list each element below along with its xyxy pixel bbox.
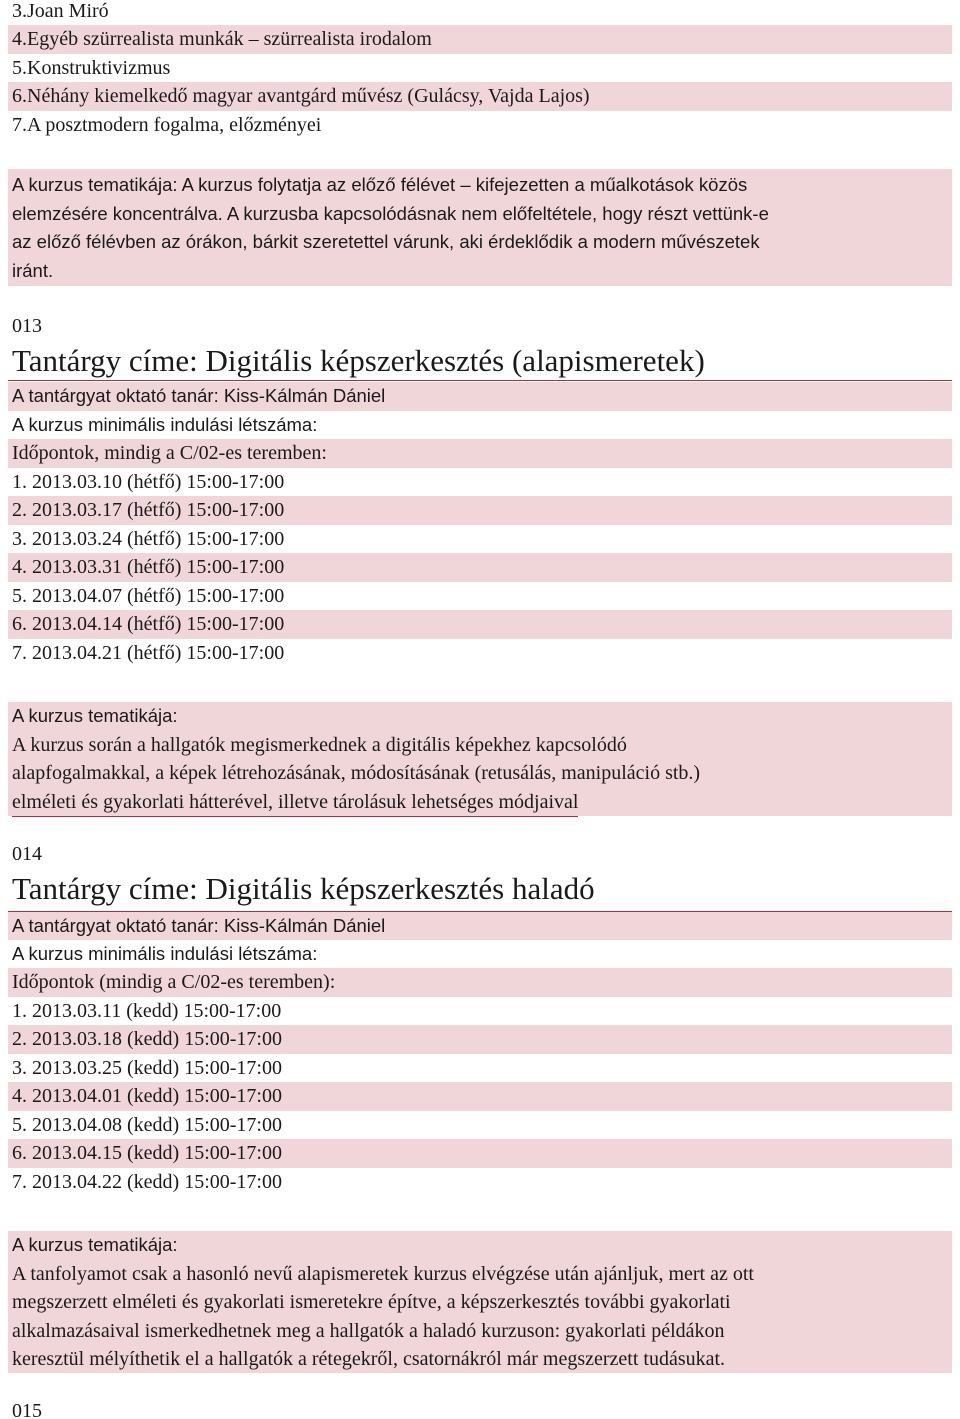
course-min-size: A kurzus minimális indulási létszáma: xyxy=(12,943,318,964)
list-item: 3.Joan Miró xyxy=(12,0,109,22)
tematika-block-013 xyxy=(8,702,952,816)
course-min-size: A kurzus minimális indulási létszáma: xyxy=(12,414,318,435)
course-teacher: A tantárgyat oktató tanár: Kiss-Kálmán Dániel xyxy=(8,382,952,411)
course-times-label: Időpontok, mindig a C/02-es teremben: xyxy=(8,439,952,468)
tematika-line: iránt. xyxy=(12,259,54,281)
course-code: 014 xyxy=(12,843,42,865)
tematika-label: A kurzus tematikája: xyxy=(12,1234,178,1255)
date-row: 6. 2013.04.15 (kedd) 15:00-17:00 xyxy=(8,1139,952,1168)
tematika-line: A kurzus során a hallgatók megismerkednek a digitális képekhez kapcsolódó xyxy=(12,733,627,756)
date-row: 2. 2013.03.17 (hétfő) 15:00-17:00 xyxy=(8,496,952,525)
tematika-line: alkalmazásaival ismerkedhetnek meg a hallgatók a haladó kurzuson: gyakorlati példákon xyxy=(12,1319,725,1342)
date-row: 5. 2013.04.08 (kedd) 15:00-17:00 xyxy=(12,1114,282,1136)
course-title: Tantárgy címe: Digitális képszerkesztés (alapismeretek) xyxy=(8,341,952,381)
date-row: 6. 2013.04.14 (hétfő) 15:00-17:00 xyxy=(8,610,952,639)
tematika-line: A kurzus tematikája: A kurzus folytatja az előző félévet – kifejezetten a műalkotások közös xyxy=(12,174,748,195)
date-row: 3. 2013.03.24 (hétfő) 15:00-17:00 xyxy=(12,528,285,550)
list-item: 4.Egyéb szürrealista munkák – szürrealista irodalom xyxy=(8,25,952,54)
course-code: 015 xyxy=(12,1400,42,1419)
date-row: 5. 2013.04.07 (hétfő) 15:00-17:00 xyxy=(12,585,285,607)
date-row: 4. 2013.03.31 (hétfő) 15:00-17:00 xyxy=(8,553,952,582)
course-times-label: Időpontok (mindig a C/02-es teremben): xyxy=(8,968,952,997)
date-row: 1. 2013.03.11 (kedd) 15:00-17:00 xyxy=(12,1000,282,1022)
course-teacher: A tantárgyat oktató tanár: Kiss-Kálmán Dániel xyxy=(8,911,952,940)
tematika-line: A tanfolyamot csak a hasonló nevű alapismeretek kurzus elvégzése után ajánljuk, mert az ott xyxy=(12,1262,754,1285)
course-code: 013 xyxy=(12,315,42,337)
date-row: 4. 2013.04.01 (kedd) 15:00-17:00 xyxy=(8,1082,952,1111)
list-item: 7.A posztmodern fogalma, előzményei xyxy=(12,114,322,136)
tematika-line: keresztül mélyíthetik el a hallgatók a rétegekről, csatornákról már megszerzett tudásukat. xyxy=(12,1348,726,1370)
date-row: 1. 2013.03.10 (hétfő) 15:00-17:00 xyxy=(12,471,285,493)
tematika-block-014 xyxy=(8,1231,952,1373)
course-title: Tantárgy címe: Digitális képszerkesztés haladó xyxy=(12,871,595,906)
tematika-line: elméleti és gyakorlati hátterével, illetve tárolásuk lehetséges módjaival xyxy=(12,788,578,818)
date-row: 3. 2013.03.25 (kedd) 15:00-17:00 xyxy=(12,1057,282,1079)
tematika-label: A kurzus tematikája: xyxy=(12,705,178,726)
tematika-line: megszerzett elméleti és gyakorlati ismeretekre építve, a képszerkesztés további gyakorlati xyxy=(12,1291,731,1313)
list-item: 6.Néhány kiemelkedő magyar avantgárd művész (Gulácsy, Vajda Lajos) xyxy=(8,82,952,111)
tematika-line: alapfogalmakkal, a képek létrehozásának, módosításának (retusálás, manipuláció stb.) xyxy=(12,762,701,784)
prev-tematika-block xyxy=(8,169,952,286)
tematika-line: az előző félévben az órákon, bárkit szeretettel várunk, aki érdeklődik a modern művészetek xyxy=(12,231,760,252)
date-row: 2. 2013.03.18 (kedd) 15:00-17:00 xyxy=(8,1025,952,1054)
list-item: 5.Konstruktivizmus xyxy=(12,57,171,79)
date-row: 7. 2013.04.22 (kedd) 15:00-17:00 xyxy=(12,1171,282,1193)
date-row: 7. 2013.04.21 (hétfő) 15:00-17:00 xyxy=(12,642,285,664)
tematika-line: elemzésére koncentrálva. A kurzusba kapcsolódásnak nem előfeltétele, hogy részt vettünk-e xyxy=(12,202,769,224)
